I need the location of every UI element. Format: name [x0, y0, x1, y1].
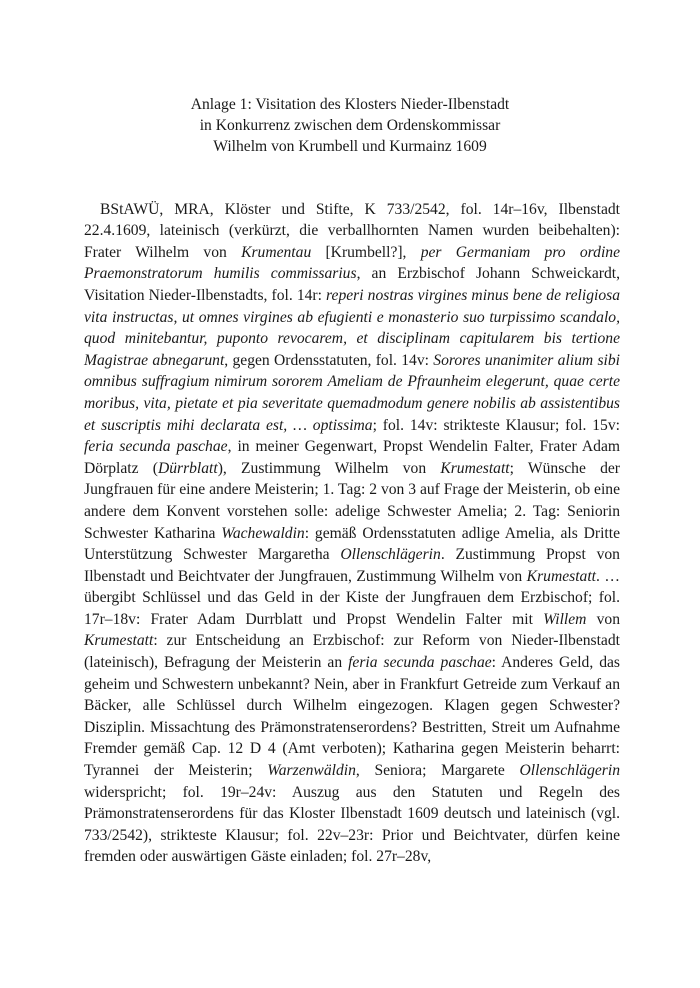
italic-run: Krumestatt: [440, 459, 510, 477]
body-paragraph: [84, 199, 620, 868]
italic-run: Sorores unanimiter alium sibi omnibus suffragium nimirum sororem Ameliam de Pfraunheim elegerunt, quae certe moribus, vita, pietate et pia severitate quemadmodum genere nobilis ab assistentibus et suscriptis mihi declarata est, … optissima: [84, 351, 620, 434]
appendix-heading: [120, 94, 580, 157]
text-run: . … übergibt Schlüssel und das Geld in der Kiste der Jungfrauen dem Erzbischof; fol. 17r–18v: Frater Adam Durrblatt und Propst Wendelin Falter mit: [84, 567, 620, 628]
italic-run: Ollenschlägerin: [340, 546, 441, 564]
heading-line-1: Anlage 1: Visitation des Klosters Nieder-Ilbenstadt: [190, 96, 510, 113]
text-run: : gemäß Ordensstatuten adlige Amelia, als Dritte Unterstützung Schwester Margaretha: [84, 524, 620, 564]
text-run: BStAWÜ, MRA, Klöster und Stifte, K 733/2542, fol. 14r–16v, Ilbenstadt 22.4.1609, lateinisch (verkürzt, die verballhornten Namen wurden beibehalten): Frater Wilhelm von: [84, 200, 620, 261]
text-run: [Krumbell?],: [311, 243, 421, 261]
italic-run: Krumestatt: [84, 632, 154, 650]
text-run: von: [586, 610, 620, 628]
italic-run: Krumentau: [241, 243, 312, 261]
text-run: , Seniora; Margarete: [355, 762, 520, 780]
heading-line-2: in Konkurrenz zwischen dem Ordenskommissar: [199, 117, 501, 134]
italic-run: Dürrblatt: [157, 459, 218, 477]
italic-run: Warzenwäldin: [267, 762, 356, 780]
italic-run: per Germaniam pro ordine Praemonstratorum humilis commissarius: [84, 243, 620, 283]
italic-run: Willem: [543, 610, 587, 628]
italic-run: reperi nostras virgines minus bene de religiosa vita instructas, ut omnes virgines ab efugienti e monasterio suo turpissimo scandalo, quod minitebantur, puponto revocarem, et disciplinam capitularem bis tertione Magistrae abnegarunt: [84, 286, 620, 369]
heading-line-3: Wilhelm von Krumbell und Kurmainz 1609: [213, 138, 487, 155]
italic-run: Krumestatt: [526, 567, 596, 585]
italic-run: Ollenschlägerin: [519, 762, 620, 780]
text-run: ; Wünsche der Jungfrauen für eine andere Meisterin; 1. Tag: 2 von 3 auf Frage der Meisterin, ob eine andere dem Konvent vorstehen solle: adelige Schwester Amelia; 2. Tag: Seniorin Schwester Katharina: [84, 459, 620, 542]
text-run: ), Zustimmung Wilhelm von: [217, 459, 441, 477]
italic-run: Wachewaldin: [221, 524, 305, 542]
text-run: , an Erzbischof Johann Schweickardt, Visitation Nieder-Ilbenstadts, fol. 14r:: [84, 265, 621, 304]
text-run: : Anderes Geld, das geheim und Schwestern unbekannt? Nein, aber in Frankfurt Getreide zum Verkauf an Bäcker, alle Schlüssel durch Wilhelm eingezogen. Klagen gegen Schwester? Disziplin. Missachtung des Prämonstratenserordens? Bestritten, Streit um Aufnahme Fremder gemäß Cap. 12 D 4 (Amt verboten); Katharina gegen Meisterin beharrt: Tyrannei der Meisterin;: [84, 654, 620, 780]
text-run: . Zustimmung Propst von Ilbenstadt und Beichtvater der Jungfrauen, Zustimmung Wilhelm von: [84, 546, 620, 585]
italic-run: feria secunda paschae: [84, 438, 228, 456]
text-run: widerspricht; fol. 19r–24v: Auszug aus den Statuten und Regeln des Prämonstratenserordens für das Kloster Ilbenstadt 1609 deutsch und lateinisch (vgl. 733/2542), strikteste Klausur; fol. 22v–23r: Prior und Beichtvater, dürfen keine fremden oder auswärtigen Gäste einladen; fol. 27r–28v,: [84, 783, 620, 866]
italic-run: feria secunda paschae: [348, 654, 492, 672]
text-run: , gegen Ordensstatuten, fol. 14v:: [224, 351, 434, 369]
text-run: ; fol. 14v: strikteste Klausur; fol. 15v:: [372, 416, 620, 434]
text-run: : zur Entscheidung an Erzbischof: zur Reform von Nieder-Ilbenstadt (lateinisch), Befragung der Meisterin an: [84, 632, 620, 672]
text-run: , in meiner Gegenwart, Propst Wendelin Falter, Frater Adam Dörplatz (: [84, 438, 620, 477]
